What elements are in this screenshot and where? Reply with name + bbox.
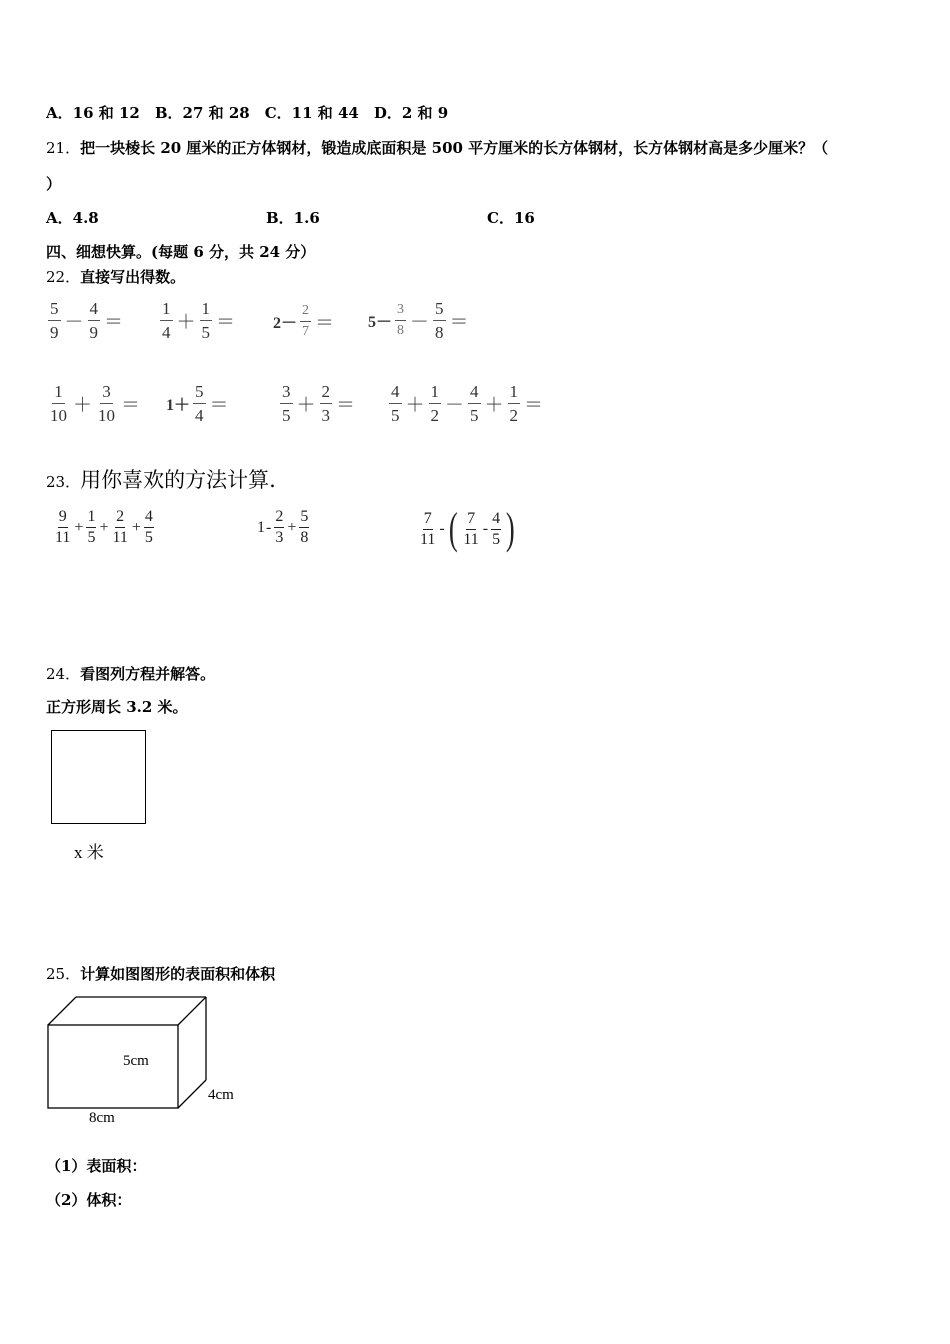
q24-text: 看图列方程并解答。	[80, 665, 216, 683]
q21-text: 把一块棱长 20 厘米的正方体钢材，锻造成底面积是 500 平方厘米的长方体钢材，长方体钢材高是多少厘米？（	[80, 139, 829, 157]
q23-number: 23．	[46, 473, 81, 491]
fraction: $\frac{7}{11}$	[420, 509, 436, 548]
q21-option-a[interactable]: A．4.8	[46, 209, 99, 227]
cuboid-figure	[0, 990, 260, 1130]
q21-number: 21．	[46, 139, 81, 157]
q25-number: 25．	[46, 965, 81, 983]
q21-question	[46, 137, 828, 158]
q22-expr-8: $\frac{4}{5}$ ＋ $\frac{1}{2}$ － $\frac{4}{5}$ ＋ $\frac{1}{2}$ ＝	[391, 382, 544, 425]
fraction: $\frac{3}{8}$	[397, 302, 405, 338]
fraction: $\frac{4}{9}$	[89, 299, 99, 342]
q22-expr-1: $\frac{5}{9}$ － $\frac{4}{9}$ ＝	[50, 299, 124, 342]
q22-question	[46, 266, 185, 287]
q22-expr-5: $\frac{1}{10}$ ＋ $\frac{3}{10}$ ＝	[50, 382, 141, 425]
fraction: $\frac{3}{10}$	[98, 382, 116, 425]
fraction: $\frac{5}{8}$	[300, 508, 309, 546]
fraction: $\frac{1}{10}$	[50, 382, 67, 425]
q23-expr-1: $\frac{9}{11}$ + $\frac{1}{5}$ + $\frac{2}{11}$ + $\frac{4}{5}$	[55, 508, 153, 546]
q22-expr-3: 2－ $\frac{2}{7}$ ＝	[273, 303, 335, 339]
fraction: $\frac{5}{8}$	[435, 299, 444, 342]
square-side-label: x 米	[74, 843, 104, 862]
q24-question	[46, 663, 215, 684]
q25-text: 计算如图图形的表面积和体积	[80, 965, 276, 983]
q22-expr-6: 1＋ $\frac{5}{4}$ ＝	[166, 382, 229, 425]
q23-expr-3: $\frac{7}{11}$ - ( $\frac{7}{11}$ - $\frac{4}{5}$ )	[420, 504, 515, 553]
fraction: $\frac{9}{11}$	[55, 508, 71, 546]
q23-question	[46, 464, 276, 494]
cuboid-front-face	[48, 1025, 178, 1108]
q22-expr-4: 5－ $\frac{3}{8}$ － $\frac{5}{8}$ ＝	[368, 299, 469, 342]
fraction: $\frac{4}{5}$	[470, 382, 479, 425]
q22-expr-2: $\frac{1}{4}$ ＋ $\frac{1}{5}$ ＝	[162, 299, 236, 342]
fraction: $\frac{1}{2}$	[430, 382, 440, 425]
fraction: $\frac{5}{4}$	[195, 382, 204, 425]
square-figure	[51, 730, 146, 824]
q25-part-2: （2）体积：	[46, 1191, 132, 1209]
fraction: $\frac{1}{5}$	[201, 299, 211, 342]
fraction: $\frac{1}{5}$	[87, 508, 96, 546]
q22-expr-7: $\frac{3}{5}$ ＋ $\frac{2}{3}$ ＝	[282, 382, 356, 425]
q22-text: 直接写出得数。	[80, 268, 186, 286]
fraction: $\frac{4}{5}$	[492, 509, 501, 548]
fraction: $\frac{2}{3}$	[275, 508, 284, 546]
fraction: $\frac{7}{11}$	[463, 509, 479, 548]
fraction: $\frac{1}{4}$	[162, 299, 171, 342]
fraction: $\frac{2}{3}$	[321, 382, 331, 425]
fraction: $\frac{3}{5}$	[282, 382, 291, 425]
depth-label: 4cm	[208, 1087, 234, 1103]
q20-options: A．16 和 12 B．27 和 28 C．11 和 44 D．2 和 9	[46, 104, 449, 122]
fraction: $\frac{2}{7}$	[302, 303, 310, 339]
q23-text: 用你喜欢的方法计算.	[80, 468, 276, 492]
fraction: $\frac{5}{9}$	[50, 299, 59, 342]
fraction: $\frac{4}{5}$	[391, 382, 400, 425]
fraction: $\frac{1}{2}$	[509, 382, 519, 425]
q25-part-1: （1）表面积：	[46, 1157, 147, 1175]
q25-question	[46, 963, 275, 984]
fraction: $\frac{2}{11}$	[112, 508, 128, 546]
q22-number: 22．	[46, 268, 81, 286]
fraction: $\frac{4}{5}$	[144, 508, 153, 546]
q21-option-b[interactable]: B．1.6	[266, 209, 320, 227]
q23-expr-2: 1 - $\frac{2}{3}$ + $\frac{5}{8}$	[257, 508, 309, 546]
q24-number: 24．	[46, 665, 81, 683]
q21-option-c[interactable]: C．16	[487, 209, 535, 227]
section4-heading: 四、细想快算。(每题 6 分，共 24 分）	[46, 243, 316, 261]
q24-subtext: 正方形周长 3.2 米。	[46, 698, 188, 716]
q21-close-paren: ）	[46, 175, 62, 193]
height-label: 5cm	[123, 1053, 149, 1069]
length-label: 8cm	[89, 1110, 115, 1126]
